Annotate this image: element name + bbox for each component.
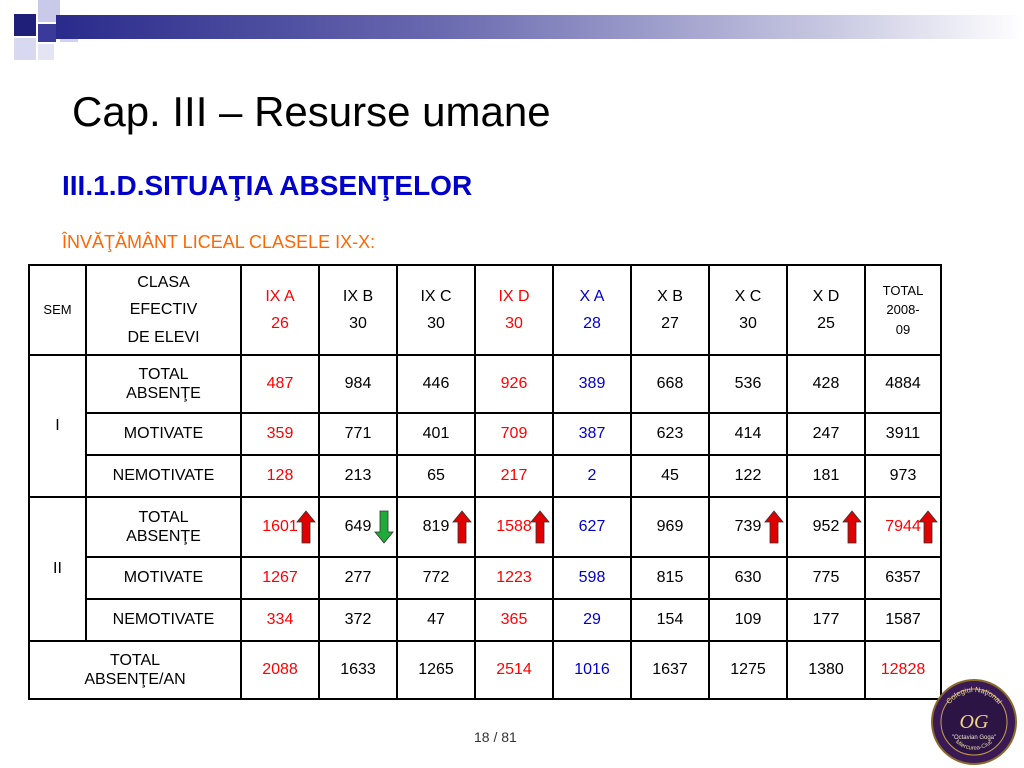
corner-square-navy-2: [38, 24, 56, 42]
logo-monogram: OG: [959, 711, 989, 733]
table-cell: 536: [709, 355, 787, 413]
table-body: [29, 265, 941, 699]
class-name: X A: [579, 287, 605, 305]
total-header: [865, 265, 941, 355]
cell-value: 952: [812, 518, 840, 536]
year-total-row: [29, 641, 941, 699]
class-column-header: [553, 265, 631, 355]
class-name: IX A: [265, 287, 295, 305]
table-cell: 217: [475, 455, 553, 497]
class-count: 30: [739, 315, 757, 332]
class-count: 30: [427, 315, 445, 332]
table-cell: 1275: [709, 641, 787, 699]
class-count: 26: [271, 315, 289, 332]
school-logo: [930, 678, 1018, 766]
arrow-up-icon: [452, 510, 472, 544]
cell-value: 7944: [885, 518, 921, 536]
class-count: 30: [349, 315, 367, 332]
table-cell: 771: [319, 413, 397, 455]
cell-value: 739: [734, 518, 762, 536]
table-cell: 277: [319, 557, 397, 599]
table-cell: 372: [319, 599, 397, 641]
table-cell: 177: [787, 599, 865, 641]
table-cell: [475, 497, 553, 557]
logo-text-bottom: Miercurea-Ciuc: [954, 739, 994, 752]
arrow-up-icon: [918, 510, 938, 544]
table-cell: 1633: [319, 641, 397, 699]
table-row: [29, 557, 941, 599]
table-cell: 487: [241, 355, 319, 413]
table-cell: 1380: [787, 641, 865, 699]
table-subtitle: ÎNVĂŢĂMÂNT LICEAL CLASELE IX-X:: [62, 232, 376, 252]
table-cell: [709, 497, 787, 557]
table-cell: [319, 497, 397, 557]
total-header-line: 09: [895, 321, 911, 337]
slide-title: Cap. III – Resurse umane: [72, 88, 551, 135]
section-title: III.1.D.SITUAŢIA ABSENŢELOR: [62, 170, 473, 201]
arrow-up-icon: [842, 510, 862, 544]
logo-text-middle: "Octavian Goga": [951, 735, 997, 741]
row-label-line: MOTIVATE: [123, 425, 204, 443]
class-header-line: CLASA: [137, 274, 190, 292]
table-cell: 389: [553, 355, 631, 413]
table-cell: 1265: [397, 641, 475, 699]
year-total-label-line: ABSENŢE/AN: [84, 671, 186, 688]
row-label-line: ABSENŢE: [126, 385, 201, 402]
table-cell: 2088: [241, 641, 319, 699]
table-cell: 365: [475, 599, 553, 641]
table-cell: 598: [553, 557, 631, 599]
row-label: [86, 355, 241, 413]
table-cell: 815: [631, 557, 709, 599]
class-name: IX D: [498, 287, 530, 305]
table-cell: 1016: [553, 641, 631, 699]
sem-header: SEM: [29, 265, 86, 355]
class-name: IX C: [420, 287, 452, 305]
table-cell: 969: [631, 497, 709, 557]
table-row: [29, 413, 941, 455]
title-decoration-bar: [56, 15, 1024, 39]
corner-square-navy: [14, 14, 36, 36]
table-cell: 29: [553, 599, 631, 641]
row-label-line: TOTAL: [138, 365, 189, 383]
table-cell: 630: [709, 557, 787, 599]
arrow-up-icon: [530, 510, 550, 544]
table-cell: 1267: [241, 557, 319, 599]
table-cell: 668: [631, 355, 709, 413]
row-label: [86, 497, 241, 557]
year-total-label: [29, 641, 241, 699]
table-cell: 47: [397, 599, 475, 641]
row-label-line: TOTAL: [138, 508, 189, 526]
table-row: [29, 455, 941, 497]
class-count: 30: [505, 315, 523, 332]
table-cell: 627: [553, 497, 631, 557]
row-label: [86, 599, 241, 641]
logo-text-top: Colegiul Naţional: [944, 684, 1004, 706]
arrow-down-icon: [374, 510, 394, 544]
class-column-header: [787, 265, 865, 355]
row-label: [86, 413, 241, 455]
row-total-cell: 3911: [865, 413, 941, 455]
row-total-cell: 973: [865, 455, 941, 497]
table-cell: 334: [241, 599, 319, 641]
total-header-line: TOTAL: [882, 282, 924, 298]
class-name: IX B: [342, 287, 374, 305]
class-header: [86, 265, 241, 355]
table-cell: 109: [709, 599, 787, 641]
row-total-cell: 4884: [865, 355, 941, 413]
corner-square-pale-2: [38, 44, 54, 60]
table-row: [29, 599, 941, 641]
cell-value: 649: [344, 518, 372, 536]
table-cell: [241, 497, 319, 557]
table-cell: 154: [631, 599, 709, 641]
table-cell: 984: [319, 355, 397, 413]
row-label: [86, 455, 241, 497]
table-row: [29, 497, 941, 557]
table-cell: 247: [787, 413, 865, 455]
table-cell: 414: [709, 413, 787, 455]
table-cell: 128: [241, 455, 319, 497]
row-total-cell: [865, 497, 941, 557]
class-column-header: [709, 265, 787, 355]
table-row: [29, 355, 941, 413]
cell-value: 1601: [262, 518, 298, 536]
class-header-line: EFECTIV: [129, 301, 198, 319]
arrow-up-icon: [764, 510, 784, 544]
semester-label: II: [29, 497, 86, 641]
corner-square-pale: [14, 38, 36, 60]
page-indicator: 18 / 81: [474, 729, 517, 745]
table-cell: 1223: [475, 557, 553, 599]
table-cell: 623: [631, 413, 709, 455]
row-label-line: ABSENŢE: [126, 528, 201, 545]
table-cell: 213: [319, 455, 397, 497]
class-count: 27: [661, 315, 679, 332]
class-name: X D: [812, 287, 840, 305]
table-cell: 775: [787, 557, 865, 599]
class-column-header: [397, 265, 475, 355]
total-header-line: 2008-: [886, 302, 920, 318]
table-cell: 446: [397, 355, 475, 413]
table-cell: 65: [397, 455, 475, 497]
class-column-header: [631, 265, 709, 355]
absences-table: [28, 264, 942, 700]
table-cell: 387: [553, 413, 631, 455]
table-cell: [397, 497, 475, 557]
table-cell: 2514: [475, 641, 553, 699]
year-total-label-line: TOTAL: [109, 651, 161, 669]
table-cell: 401: [397, 413, 475, 455]
table-cell: 181: [787, 455, 865, 497]
table-cell: 709: [475, 413, 553, 455]
row-total-cell: 6357: [865, 557, 941, 599]
header-row: [29, 265, 941, 355]
row-total-cell: 1587: [865, 599, 941, 641]
arrow-up-icon: [296, 510, 316, 544]
row-label-line: NEMOTIVATE: [112, 611, 215, 629]
class-count: 25: [817, 315, 835, 332]
table-cell: 122: [709, 455, 787, 497]
table-cell: 428: [787, 355, 865, 413]
class-header-line: DE ELEVI: [127, 328, 200, 346]
class-name: X B: [657, 287, 683, 305]
table-cell: 1637: [631, 641, 709, 699]
cell-value: 819: [422, 518, 450, 536]
table-cell: 772: [397, 557, 475, 599]
grand-total-cell: 12828: [865, 641, 941, 699]
semester-label: I: [29, 355, 86, 497]
table-cell: 926: [475, 355, 553, 413]
table-cell: 2: [553, 455, 631, 497]
table-cell: [787, 497, 865, 557]
class-column-header: [319, 265, 397, 355]
table-cell: 359: [241, 413, 319, 455]
row-label-line: MOTIVATE: [123, 569, 204, 587]
class-column-header: [241, 265, 319, 355]
row-label: [86, 557, 241, 599]
cell-value: 1588: [496, 518, 532, 536]
class-count: 28: [583, 315, 601, 332]
class-column-header: [475, 265, 553, 355]
row-label-line: NEMOTIVATE: [112, 467, 215, 485]
table-cell: 45: [631, 455, 709, 497]
class-name: X C: [734, 287, 762, 305]
